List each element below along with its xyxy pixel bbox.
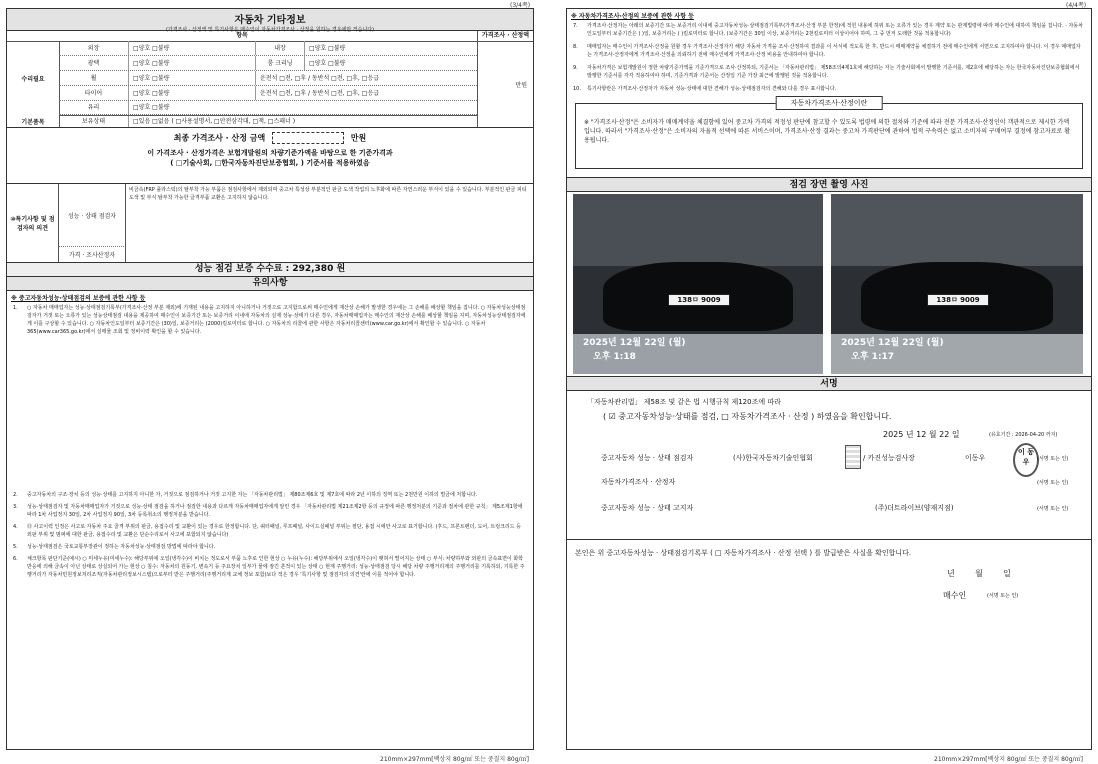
- personal-stamp-icon: 이 동 우: [1013, 443, 1039, 477]
- final-amount-label: 최종 가격조사 · 산정 금액: [173, 133, 266, 143]
- repair-item-options[interactable]: □양호 □불량: [133, 104, 170, 111]
- opinion-label: ⑩특기사항 및 점검자의 의견: [7, 184, 59, 262]
- price-won: 만원: [477, 41, 533, 127]
- photo-section: [567, 192, 1091, 376]
- license-plate: 138ㅁ 9009: [927, 294, 989, 306]
- notice-text: 성능·상태점검자 및 자동차매매업자가 거짓으로 성능·상태 점검을 하거나 점검한 내용과 다르게 자동차매매업자에게 알린 경우 「자동차관리법 제21조제2항 등의 규정에 따른 행정처분의 기준과 절차에 관한 규칙」 제5조제1항에 따라 1차 사업정지 30일, 2차 사업정지 90일, 3차 등록취소의 행정처분을 받습니다.: [27, 504, 523, 518]
- appraisal-definition-text: ※ "가격조사·산정"은 소비자가 매매계약을 체결함에 있어 중고차 가격의 적정성 판단에 참고할 수 있도록 법령에 의한 절차와 기준에 따라 전문 가격조사·산정인이 객관적으로 제시한 가액입니다. 따라서 "가격조사·산정"은 소비자의 자율적 선택에 따른 서비스이며, 가격조사·산정 결과는 중고차 가격판단에 관하여 법적 구속력은 없고 소비자의 구매여부 결정에 참고자료로 활용됩니다.: [584, 119, 1070, 144]
- repair-item-options[interactable]: □양호 □불량: [133, 59, 170, 67]
- final-amount-section: [7, 128, 533, 184]
- repair-item-name: 광택: [59, 56, 129, 70]
- left-footer: 210mm×297mm[백상지 80g/㎡ 또는 중질지 80g/㎡]: [380, 756, 529, 763]
- repair-item-options[interactable]: □양호 □불량: [133, 44, 170, 52]
- standard-line-1: 이 가격조사 · 산정가격은 보험개발원의 차량기준가액을 바탕으로 한 기준가격과: [147, 149, 393, 157]
- signer-role: 자동차가격조사 · 산정자: [601, 478, 676, 486]
- appraisal-notice-list: [567, 22, 1091, 93]
- notice-item: [13, 491, 527, 499]
- notice-item: [13, 543, 527, 551]
- repair-item-name: 내장: [255, 41, 305, 55]
- right-page-number: (4/4쪽): [1066, 2, 1087, 9]
- col-price-header: 가격조사 · 산정액: [477, 31, 533, 41]
- appraisal-definition-box: [575, 99, 1083, 169]
- company-seal-icon: [845, 445, 861, 469]
- notice-num: 6.: [13, 556, 18, 562]
- basic-item-options[interactable]: □있음 □없음 ( □사용설명서, □안전삼각대, □잭, □스패너 ): [133, 118, 296, 125]
- notice-item: [13, 304, 527, 489]
- signer-org: (주)더트라이브(양재지점): [875, 504, 954, 512]
- repair-row: [59, 41, 477, 56]
- standard-line-2: ( □기술사회, □한국자동차진단보증협회, ) 기준서를 적용하였음: [170, 159, 370, 167]
- receipt-date: 년 월 일: [947, 569, 1011, 578]
- notice-num: 2.: [13, 492, 18, 498]
- repair-row: [59, 56, 477, 71]
- basic-row: [59, 115, 477, 127]
- final-amount-input[interactable]: [272, 132, 344, 144]
- signature-section: [567, 391, 1091, 540]
- signature-title: 서명: [567, 376, 1091, 391]
- basic-item-name: 보유상태: [59, 116, 129, 127]
- final-amount-unit: 만원: [350, 133, 367, 143]
- notice-text: ○ 자동차 매매업자는 성능·상태점검기록부(가격조사·산정 부분 제외)에 기재된 내용을 고지하지 아니하거나 거짓으로 고지함으로써 매수인에게 재산상 손해가 발생한 경우에는 그 손해를 배상할 책임을 집니다. ○ 자동차성능상태점검자가 거짓 또는 오류가 있는 성능상태점검 내용을 제공하여 매수인이 보증기간 또는 보증거리 이내에 자동차의 실제 성능·상태가 다른 경우, 자동차매매업자는 매수인의 재산상 손해를 배상할 책임을 지며, 자동차성능상태점검자에게 이를 구상할 수 있습니다. ○ 자동차인도일부터 보증기간은 (30)일, 보증거리는 (2000)킬로미터로 합니다. ○ 자동차의 리콜에 관한 사항은 자동차리콜센터(www.car.go.kr)에서 확인할 수 있습니다. ○ 자동차365(www.car365.go.kr)에서 실매물 조회 및 정비이력 확인을 할 수 있습니다.: [27, 305, 526, 335]
- signer-sig[interactable]: (서명 또는 인): [1037, 506, 1069, 512]
- notice-text: 가격조사·산정자는 아래의 보증기간 또는 보증거리 이내에 중고자동차성능·상태점검기록부(가격조사·산정 부분 한정)에 적힌 내용에 허위 또는 오류가 있는 경우 계약 또는 관계법령에 따라 매수인에 대하여 책임을 집니다. · 자동차인도일부터 보증기간은 ( )일, 보증거리는 ( )킬로미터로 합니다. (보증기간은 30일 이상, 보증거리는 2천킬로미터 이상이어야 하며, 그 중 먼저 도래한 것을 적용합니다): [587, 23, 1083, 37]
- notice-text: 체크항목 판단기준(예시) ○ 미세누유(미세누수): 해당부위에 오일(냉각수)이 비치는 정도로서 부품 노후로 인한 현상 ○ 누유(누수): 해당부위에서 오일(냉각수)이 맺혀서 떨어지는 상태 ○ 부식: 차량하부와 외판의 금속표면이 화학반응에 의해 금속이 아닌 상태로 상실되어 가는 현상 ○ 침수: 자동차의 원동기, 변속기 등 주요장치 일부가 물에 잠긴 흔적이 있는 상태 ○ 현재 주행거리: 성능·상태점검 당시 해당 차량 주행거리계의 주행거리를 기록하되, 기록한 주행거리가 자동차민원정보처리조직(자동차관리정보시스템)으로부터 받은 주행거리(주행거리계 교체 정보 포함)보다 적은 경우 '특기사항 및 점검자의 의견'란에 이를 적어야 합니다.: [27, 556, 525, 578]
- left-page: [6, 8, 534, 750]
- notice-num: 1.: [13, 305, 18, 311]
- notice-text: 중고자동차의 구조·장치 등의 성능·상태를 고지하지 아니한 자, 거짓으로 점검하거나 거짓 고지한 자는 「자동차관리법」 제80조제6호 및 제7호에 따라 2년 이하의 징역 또는 2천만원 이하의 벌금에 처합니다.: [27, 492, 478, 498]
- notice-item: [573, 43, 1085, 59]
- repair-item-name: 외장: [59, 41, 129, 55]
- signature-validity: (유효기간 : 2026-04-20 까지): [989, 432, 1058, 438]
- receipt-text: 본인은 위 중고자동차성능 · 상태점검기록부 ( □ 자동차가격조사 · 산정 선택 ) 를 발급받은 사실을 확인합니다.: [575, 549, 912, 557]
- repair-item-options[interactable]: □양호 □불량: [133, 74, 170, 82]
- other-info-subtitle: (가격조사 · 산정액 및 특기사항은 매수인이 자동차가격조사 · 산정을 원하는 경우에만 적습니다): [165, 27, 375, 33]
- notice-text: 성능·상태점검은 국토교통부장관이 정하는 자동차성능·상태점검 방법에 따라야 합니다.: [27, 544, 216, 550]
- fee-row: 성능 점검 보증 수수료 : 292,380 원: [7, 263, 533, 277]
- notice-text: 매매업자는 매수인이 가격조사·산정을 원할 경우 가격조사·산정자가 해당 자동차 가격을 조사·산정하여 결과를 이 서식에 적도록 한 후, 반드시 매매계약을 체결하기 전에 매수인에게 서면으로 고지하여야 합니다. 이 경우 매매업자는 가격조사·산정자에게 가격조사·산정을 의뢰하기 전에 매수인에게 가격조사·산정 비용을 안내하여야 합니다.: [587, 44, 1081, 58]
- notice-text: ⑬ 사고이력 인정은 사고로 자동차 주요 골격 부위의 판금, 용접수리 및 교환이 있는 경우로 한정합니다. 단, 쿼터패널, 루프패널, 사이드실패널 부위는 절단, 용접 시에만 사고로 표기합니다. (후드, 프론트펜더, 도어, 트렁크리드 등 외판 부위 및 범퍼에 대한 판금, 용접수리 및 교환은 단순수리로서 사고에 포함되지 않습니다): [27, 524, 521, 538]
- notice-list: [7, 304, 533, 579]
- buyer-signature[interactable]: (서명 또는 인): [987, 593, 1019, 599]
- notice-item: [13, 503, 527, 519]
- signer-name: 이동우: [965, 454, 986, 462]
- inspector-label: 성능 · 상태 점검자: [59, 184, 126, 247]
- right-footer: 210mm×297mm[백상지 80g/㎡ 또는 중질지 80g/㎡]: [934, 756, 1083, 763]
- receipt-section: [567, 540, 1091, 620]
- basic-items-label: 기본품목: [7, 115, 60, 127]
- repair-row: [59, 101, 477, 115]
- notice-num: 3.: [13, 504, 18, 510]
- inspector-opinion-text: 비금속(FRP 플라스틱)의 탈부착 가능 부품은 점검사항에서 제외되며 중고차 특성상 부분적인 판금 도색 작업의 노후화에 따른 자연스러운 부식이 있을 수 있습니다. 부분적인 판금 피티 도색 및 부식 탈부착 가능한 글격부품 교환은 고지하지 않습니다.: [129, 187, 527, 201]
- repair-item-options[interactable]: 운전석 □전, □후 / 동반석 □전, □후, □응급: [255, 71, 477, 85]
- col-item-header: 항목: [236, 32, 248, 39]
- photo-date: 2025년 12월 22일 (월): [841, 338, 944, 348]
- notice-text: 자동차가격은 보험개발원이 정한 차량기준가액을 기준가격으로 조사·산정하되, 기준서는 「자동차관리법」 제58조의4제1호에 해당하는 자는 기술사회에서 발행한 기준서를, 제2호에 해당하는 자는 한국자동차진단보증협회에서 발행한 기준서를 각각 적용하여야 하며, 기준가격과 기준서는 산정일 기준 가장 최근에 발행된 것을 적용합니다.: [587, 65, 1080, 79]
- notice-title: 유의사항: [7, 277, 533, 291]
- signature-date: 2025 년 12 월 22 일: [883, 430, 960, 439]
- notice-subtitle: ※ 중고자동차성능·상태점검의 보증에 관한 사항 등: [11, 295, 146, 302]
- notice-item: [573, 85, 1085, 93]
- signature-check[interactable]: ( ☑ 중고자동차성능·상태를 점검, □ 자동차가격조사 · 산정 ) 하였음을 확인합니다.: [603, 412, 892, 421]
- repair-item-name: 룸 크리닝: [255, 56, 305, 70]
- repair-row: [59, 71, 477, 86]
- photo-date: 2025년 12월 22일 (월): [583, 338, 686, 348]
- other-info-title: 자동차 기타정보: [234, 15, 306, 26]
- signer-org: (사)한국자동차기술인협회: [733, 454, 813, 462]
- buyer-label: 매수인: [943, 591, 967, 600]
- opinion-section: [7, 184, 533, 263]
- repair-item-options[interactable]: □양호 □불량: [309, 44, 346, 52]
- notice-item: [13, 555, 527, 579]
- repair-item-options[interactable]: 운전석 □전, □후 / 동반석 □전, □후, □응급: [255, 86, 477, 100]
- left-page-number: (3/4쪽): [510, 2, 531, 9]
- repair-item-options[interactable]: □양호 □불량: [133, 89, 170, 97]
- notice-num: 4.: [13, 524, 18, 530]
- inspection-photo: [573, 194, 823, 374]
- signer-sig[interactable]: (서명 또는 인): [1037, 480, 1069, 486]
- appraisal-definition-title: 자동차가격조사·산정이란: [776, 96, 883, 110]
- notice-num: 10.: [573, 86, 581, 92]
- notice-item: [573, 22, 1085, 38]
- repair-item-options[interactable]: □양호 □불량: [309, 59, 346, 67]
- item-table: [7, 31, 533, 128]
- notice-num: 7.: [573, 23, 578, 29]
- right-page: [566, 8, 1092, 750]
- repair-needed-label: 수리필요: [7, 41, 60, 115]
- signer-extra: / 카진성능검사장: [863, 454, 915, 462]
- appraiser-label: 가격 · 조사산정자: [59, 246, 126, 262]
- other-info-header: [7, 9, 533, 31]
- photo-time: 오후 1:18: [593, 352, 636, 362]
- notice-num: 5.: [13, 544, 18, 550]
- repair-item-name: 유리: [59, 101, 129, 114]
- repair-item-name: 휠: [59, 71, 129, 85]
- signer-sig[interactable]: (서명 또는 인): [1037, 456, 1069, 462]
- inspection-photo: [831, 194, 1083, 374]
- notice-num: 8.: [573, 44, 578, 50]
- repair-row: [59, 86, 477, 101]
- signature-law: 「자동차관리법」 제58조 및 같은 법 시행규칙 제120조에 따라: [587, 398, 781, 406]
- photo-time: 오후 1:17: [851, 352, 895, 362]
- notice-num: 9.: [573, 65, 578, 71]
- license-plate: 138ㅁ 9009: [668, 294, 730, 306]
- signer-role: 중고자동차 성능 · 상태 점검자: [601, 454, 694, 462]
- repair-item-name: 타이어: [59, 86, 129, 100]
- appraisal-notice-subtitle: ※ 자동차가격조사·산정의 보증에 관한 사항 등: [571, 13, 694, 20]
- notice-text: 특기사항란은 가격조사·산정자가 자동차 성능·상태에 대한 견해가 성능·상태점검자의 견해와 다를 경우 표시합니다.: [587, 86, 837, 92]
- signer-role: 중고자동차 성능 · 상태 고지자: [601, 504, 694, 512]
- notice-item: [573, 64, 1085, 80]
- photo-section-title: 점검 장면 촬영 사진: [567, 177, 1091, 192]
- notice-item: [13, 523, 527, 539]
